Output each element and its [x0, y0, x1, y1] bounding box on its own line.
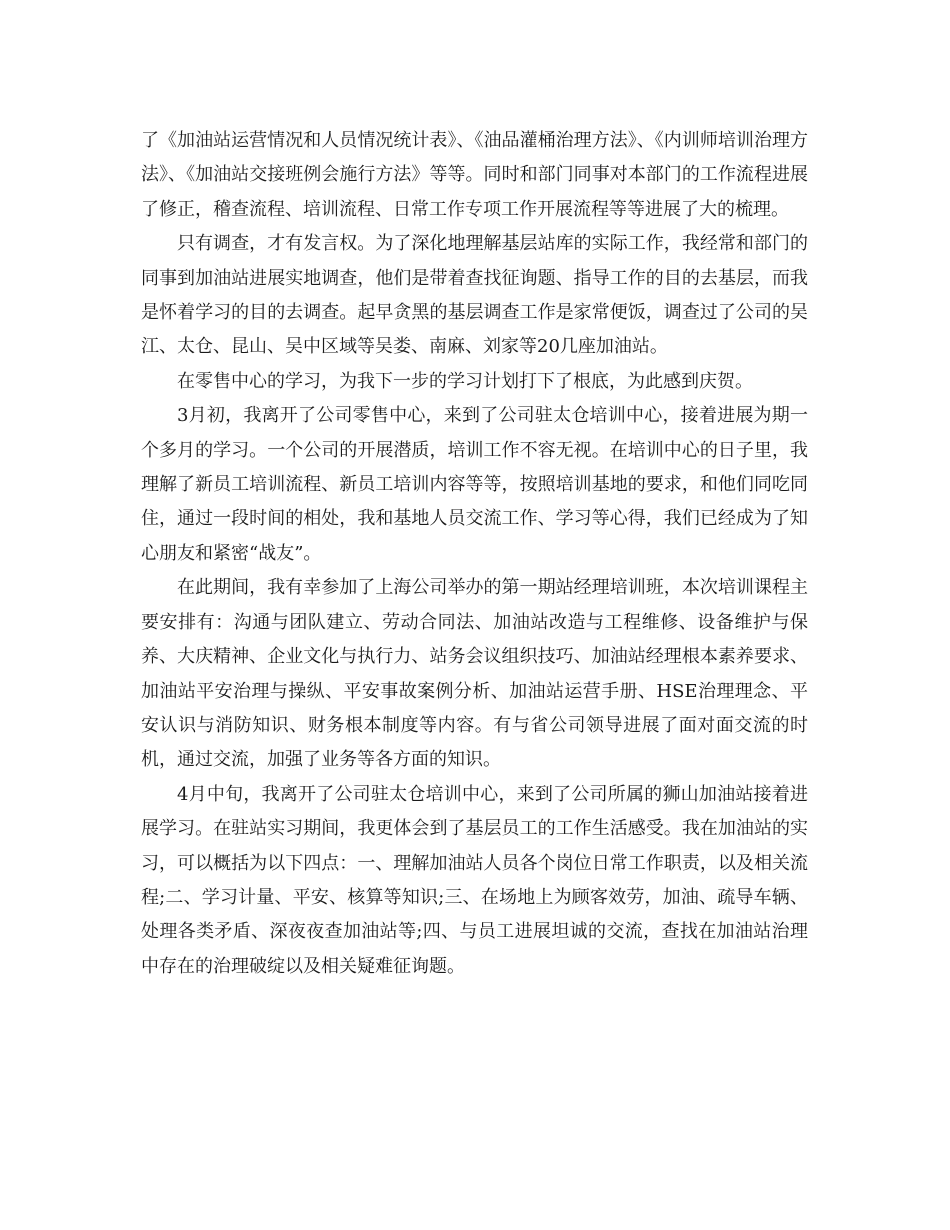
paragraph-1: 了《加油站运营情况和人员情况统计表》、《油品灌桶治理方法》、《内训师培训治理方法》、《加油站交接班例会施行方法》等等。同时和部门同事对本部门的工作流程进展了修正，稽查流程、培训流程、日常工作专项工作开展流程等等进展了大的梳理。: [141, 130, 808, 220]
paragraph-4: 3月初，我离开了公司零售中心，来到了公司驻太仓培训中心，接着进展为期一个多月的学习。一个公司的开展潜质，培训工作不容无视。在培训中心的日子里，我理解了新员工培训流程、新员工培训内容等等，按照培训基地的要求，和他们同吃同住，通过一段时间的相处，我和基地人员交流工作、学习等心得，我们已经成为了知心朋友和紧密“战友”。: [141, 405, 808, 564]
paragraph-2: 只有调查，才有发言权。为了深化地理解基层站库的实际工作，我经常和部门的同事到加油站进展实地调查，他们是带着查找征询题、指导工作的目的去基层，而我是怀着学习的目的去调查。起早贪黑的基层调查工作是家常便饭，调查过了公司的吴江、太仓、昆山、吴中区域等吴娄、南麻、刘家等20几座加油站。: [141, 233, 808, 358]
paragraph-5: 在此期间，我有幸参加了上海公司举办的第一期站经理培训班，本次培训课程主要安排有：沟通与团队建立、劳动合同法、加油站改造与工程维修、设备维护与保养、大庆精神、企业文化与执行力、站务会议组织技巧、加油站经理根本素养要求、加油站平安治理与操纵、平安事故案例分析、加油站运营手册、HSE治理理念、平安认识与消防知识、财务根本制度等内容。有与省公司领导进展了面对面交流的时机，通过交流，加强了业务等各方面的知识。: [141, 577, 808, 771]
document-body: [141, 124, 808, 984]
paragraph-3: 在零售中心的学习，为我下一步的学习计划打下了根底，为此感到庆贺。: [177, 370, 753, 392]
paragraph-6: 4月中旬，我离开了公司驻太仓培训中心，来到了公司所属的狮山加油站接着进展学习。在驻站实习期间，我更体会到了基层员工的工作生活感受。我在加油站的实习，可以概括为以下四点：一、理解加油站人员各个岗位日常工作职责，以及相关流程;二、学习计量、平安、核算等知识;三、在场地上为顾客效劳，加油、疏导车辆、处理各类矛盾、深夜夜查加油站等;四、与员工进展坦诚的交流，查找在加油站治理中存在的治理破绽以及相关疑难征询题。: [141, 783, 808, 977]
